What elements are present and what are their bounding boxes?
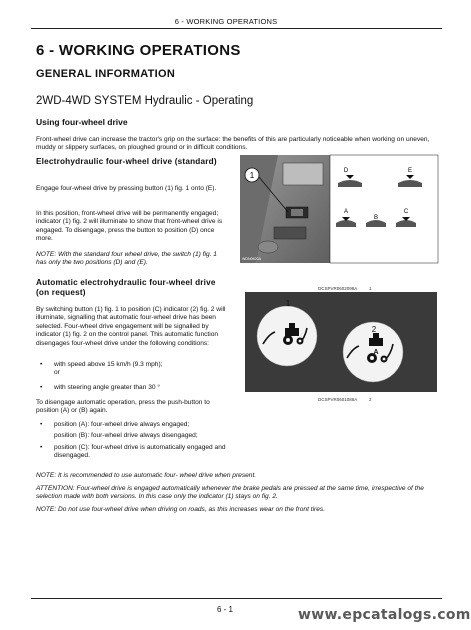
fig2-ref: DCSPVR0601086A xyxy=(318,397,358,402)
fig2-label-1: 1 xyxy=(285,299,291,308)
position-b: position (B): four-wheel drive always disengaged; xyxy=(54,432,198,440)
watermark: www.epcatalogs.com xyxy=(298,607,471,623)
system-heading: 2WD-4WD SYSTEM Hydraulic - Operating xyxy=(36,95,254,107)
condition-or-item xyxy=(36,369,226,377)
electro-p1: Engage four-wheel drive by pressing button (1) fig. 1 onto (E). xyxy=(36,185,217,192)
note-roads: NOTE: Do not use four-wheel drive when driving on roads, as this increases wear on the front tires. xyxy=(36,506,326,513)
fig1-callout: 1 xyxy=(249,171,255,180)
positions-list xyxy=(36,421,226,461)
intro-paragraph: Front-wheel drive can increase the tractor's grip on the surface: the benefits of this are particularly noticeable when working on uneven, muddy or slippery surfaces, on ploughed ground or in difficult conditions. xyxy=(36,136,430,152)
fig1-number: 1 xyxy=(369,286,372,291)
auto-p2: To disengage automatic operation, press the push-button to position (A) or (B) again. xyxy=(36,399,210,415)
electro-note: NOTE: With the standard four wheel drive, the switch (1) fig. 1 has only the two positions (D) and (E). xyxy=(36,251,217,267)
fig1-label-c: C xyxy=(403,209,409,215)
running-header: 6 - WORKING OPERATIONS xyxy=(174,17,278,26)
page-number: 6 - 1 xyxy=(217,605,234,614)
auto-heading: Automatic electrohydraulic four-wheel drive (on request) xyxy=(36,278,216,297)
section-title: 6 - WORKING OPERATIONS xyxy=(36,42,241,59)
note-auto: NOTE: It is recommended to use automatic four- wheel drive when present. xyxy=(36,472,257,479)
fig1-ref: DCSPVR0602098A xyxy=(318,286,358,291)
fig1-label-e: E xyxy=(407,168,413,174)
fig2-label-2: 2 xyxy=(371,325,377,334)
condition-steering: • with steering angle greater than 30 ° xyxy=(36,384,226,392)
position-c: • position (C): four-wheel drive is automatically engaged and disengaged. xyxy=(36,444,226,461)
attention-note: ATTENTION: Four-wheel drive is engaged automatically whenever the brake pedals are pressed at the same time, irrespective of the selection made with both versions. In this case only the indicator (1) stays on fig. 2. xyxy=(36,485,424,501)
fig1-label-d: D xyxy=(343,168,349,174)
electro-p2: In this position, front-wheel drive will be permanently engaged; indicator (1) fig. 2 will illuminate to show that front-wheel drive is engaged. To disengage, press the button to position (D) once more. xyxy=(36,210,223,243)
conditions-list xyxy=(36,361,226,392)
footer-rule xyxy=(31,598,442,599)
general-heading: GENERAL INFORMATION xyxy=(36,68,176,80)
figure-2-indicators xyxy=(245,292,437,392)
condition-speed: • with speed above 15 km/h (9.3 mph); xyxy=(36,361,226,369)
header-rule xyxy=(31,28,442,29)
auto-a-icon: A xyxy=(373,349,379,356)
fig1-code: WDN0620A xyxy=(242,257,261,261)
electro-heading: Electrohydraulic four-wheel drive (standard) xyxy=(36,157,217,166)
fig1-label-b: B xyxy=(373,215,379,221)
fig2-number: 2 xyxy=(369,397,372,402)
auto-p1: By switching button (1) fig. 1 to position (C) indicator (2) fig. 2 will illuminate, signalling that automatic four-wheel drive has been selected. Four-wheel drive engagement will be signalled by indicator (1) fig. 2 on the control panel. This automatic function disengages four-wheel drive under the following conditions: xyxy=(36,306,226,347)
figure-1-switch xyxy=(238,155,438,283)
using-heading: Using four-wheel drive xyxy=(36,117,128,127)
condition-or: or xyxy=(54,369,60,377)
position-a: • position (A): four-wheel drive always engaged; xyxy=(36,421,226,429)
fig1-label-a: A xyxy=(343,209,349,215)
